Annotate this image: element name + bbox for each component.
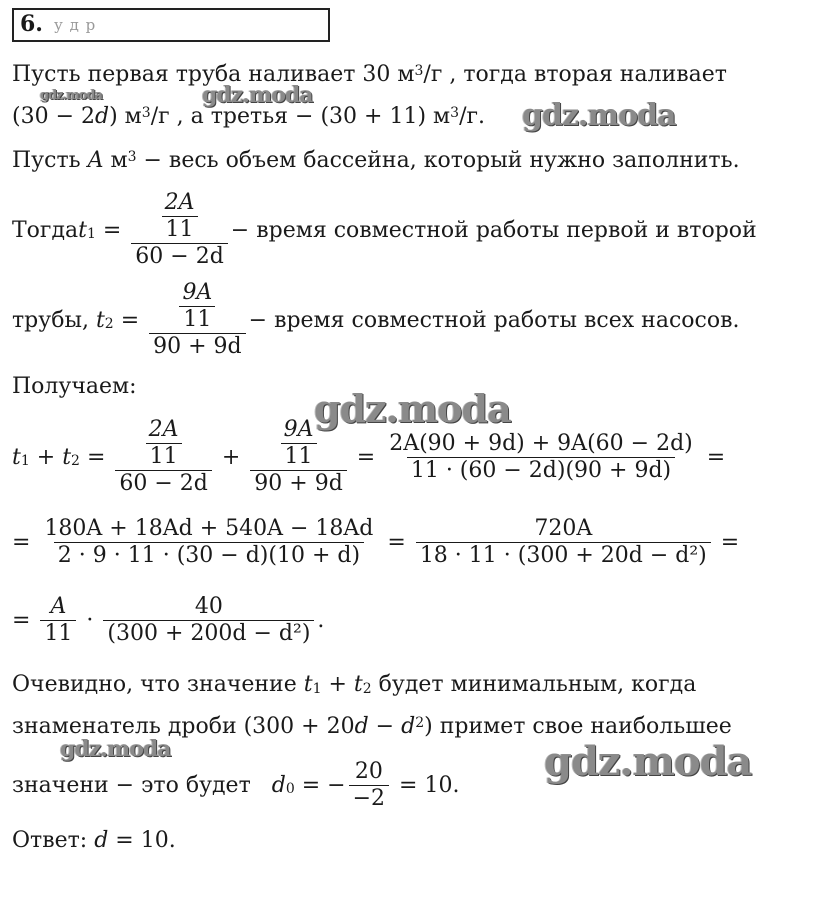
fraction-40 <box>103 594 314 647</box>
exercise-title-obscured: у д р <box>54 16 97 34</box>
var-t: t <box>78 217 87 243</box>
equals-sign: = <box>79 444 113 470</box>
var-t: t <box>303 672 313 697</box>
fraction-denominator: 11 <box>281 443 317 470</box>
fraction-denominator: 11 <box>179 306 215 333</box>
watermark: gdz.moda <box>522 98 676 133</box>
fraction-denominator: −2 <box>349 785 389 812</box>
var-t: t <box>12 444 21 470</box>
fraction-numerator: 20 <box>354 758 383 784</box>
text-line-4 <box>12 188 757 272</box>
fraction-numerator: 2A <box>148 417 179 442</box>
exponent: 2 <box>415 715 425 731</box>
text-segment: /г , а третья − (30 + 11) м <box>150 104 451 129</box>
plus-sign: + <box>214 444 248 470</box>
var-t: t <box>95 307 105 333</box>
text-segment: Тогда <box>12 217 79 243</box>
watermark: gdz.moda <box>544 738 752 785</box>
fraction-inner <box>161 190 199 243</box>
fraction-inner <box>280 417 318 470</box>
var-t: t <box>353 672 363 697</box>
fraction-denominator: 11 <box>162 216 198 243</box>
exponent: 3 <box>141 105 151 121</box>
answer-line <box>12 826 176 856</box>
text-segment: м <box>103 148 128 173</box>
period: . <box>317 607 325 633</box>
fraction-combined <box>385 431 697 484</box>
plus-sign: + <box>321 672 354 697</box>
fraction-numerator: 9A <box>182 280 213 305</box>
fraction-denominator: 11 <box>40 620 76 647</box>
subscript: 2 <box>362 681 372 697</box>
fraction-t1 <box>115 417 212 497</box>
subscript: 0 <box>285 781 295 797</box>
fraction-t2 <box>149 280 246 360</box>
equation-final <box>12 588 324 652</box>
exercise-number: 6. <box>20 11 43 37</box>
text-line-5 <box>12 278 739 362</box>
fraction-numerator: 2A <box>164 190 195 215</box>
watermark: gdz.moda <box>60 736 171 762</box>
equals-sign: = <box>95 217 129 243</box>
fraction-denominator: 60 − 2d <box>131 243 228 270</box>
equation-simplify <box>12 510 739 574</box>
fraction-t1 <box>131 190 228 270</box>
subscript: 2 <box>71 453 80 469</box>
fraction-numerator: 9A <box>283 417 314 442</box>
text-segment: Ответ: <box>12 828 95 853</box>
text-line-3 <box>12 146 740 176</box>
subscript: 1 <box>312 681 322 697</box>
text-line-1 <box>12 60 727 90</box>
multiply-dot: · <box>79 607 101 633</box>
text-segment: трубы, <box>12 307 96 333</box>
text-segment: − весь объем бассейна, который нужно заполнить. <box>136 148 740 173</box>
text-segment: Очевидно, что значение <box>12 672 304 697</box>
fraction-numerator: 40 <box>194 593 223 619</box>
plus-sign: + <box>29 444 63 470</box>
fraction-inner <box>145 417 183 470</box>
var-d: d <box>94 828 109 853</box>
text-segment: ) м <box>109 104 142 129</box>
var-d: d <box>95 104 110 129</box>
subscript: 1 <box>20 453 30 469</box>
watermark: gdz.moda <box>314 386 511 431</box>
fraction-vertex <box>349 759 389 812</box>
fraction-numerator: 2A(90 + 9d) + 9A(60 − 2d) <box>389 430 693 456</box>
text-segment: /г , тогда вторая наливает <box>423 62 727 87</box>
text-segment: ) примет свое наибольшее <box>424 714 732 739</box>
equals-sign: = <box>113 307 147 333</box>
var-d: d <box>401 714 416 739</box>
fraction-expanded <box>40 516 377 569</box>
subscript: 2 <box>104 316 114 332</box>
equals-sign: = <box>380 529 413 555</box>
fraction-denominator: (300 + 200d − d²) <box>103 620 314 647</box>
fraction-denominator: 18 · 11 · (300 + 20d − d²) <box>416 542 711 569</box>
text-segment: значени − это будет <box>12 772 272 798</box>
equals-sign: = <box>699 444 726 470</box>
fraction-denominator: 11 · (60 − 2d)(90 + 9d) <box>407 457 675 484</box>
watermark: gdz.moda <box>40 88 103 103</box>
fraction-numerator: 720A <box>534 515 593 541</box>
exponent: 3 <box>414 63 424 79</box>
text-segment: Пусть первая труба наливает 30 м <box>12 62 415 87</box>
text-line-6 <box>12 372 137 402</box>
fraction-denominator: 2 · 9 · 11 · (30 − d)(10 + d) <box>54 542 364 569</box>
fraction-numerator: 180A + 18Ad + 540A − 18Ad <box>44 515 374 541</box>
text-segment: будет минимальным, когда <box>371 672 697 697</box>
text-line-10 <box>12 670 696 700</box>
fraction-denominator: 60 − 2d <box>115 470 212 497</box>
fraction-a-over-11 <box>40 594 76 647</box>
subscript: 1 <box>86 226 96 242</box>
fraction-denominator: 90 + 9d <box>149 333 246 360</box>
var-d: d <box>354 714 369 739</box>
text-segment: − время совместной работы первой и второй <box>230 217 757 243</box>
text-segment: Получаем: <box>12 374 137 399</box>
fraction-denominator: 11 <box>146 443 182 470</box>
fraction-numerator: A <box>50 593 67 619</box>
text-segment: Пусть <box>12 148 88 173</box>
text-segment: = 10. <box>392 772 460 798</box>
exponent: 3 <box>450 105 460 121</box>
text-segment: = − <box>294 772 346 798</box>
var-d: d <box>271 772 286 798</box>
fraction-reduced <box>416 516 711 569</box>
text-segment: знаменатель дроби (300 + 20 <box>12 714 355 739</box>
equals-sign: = <box>349 444 383 470</box>
var-A: A <box>87 148 104 173</box>
equals-sign: = <box>12 529 38 555</box>
fraction-denominator: 90 + 9d <box>250 470 347 497</box>
text-segment: − время совместной работы всех насосов. <box>248 307 740 333</box>
equals-sign: = <box>713 529 740 555</box>
text-segment: − <box>368 714 402 739</box>
exercise-header <box>12 8 330 42</box>
text-segment: (30 − 2 <box>12 104 95 129</box>
var-t: t <box>62 444 72 470</box>
fraction-inner <box>178 280 216 333</box>
watermark: gdz.moda <box>202 82 313 108</box>
text-segment: = 10. <box>108 828 176 853</box>
equals-sign: = <box>12 607 38 633</box>
text-segment: /г. <box>459 104 486 129</box>
exponent: 3 <box>127 149 137 165</box>
